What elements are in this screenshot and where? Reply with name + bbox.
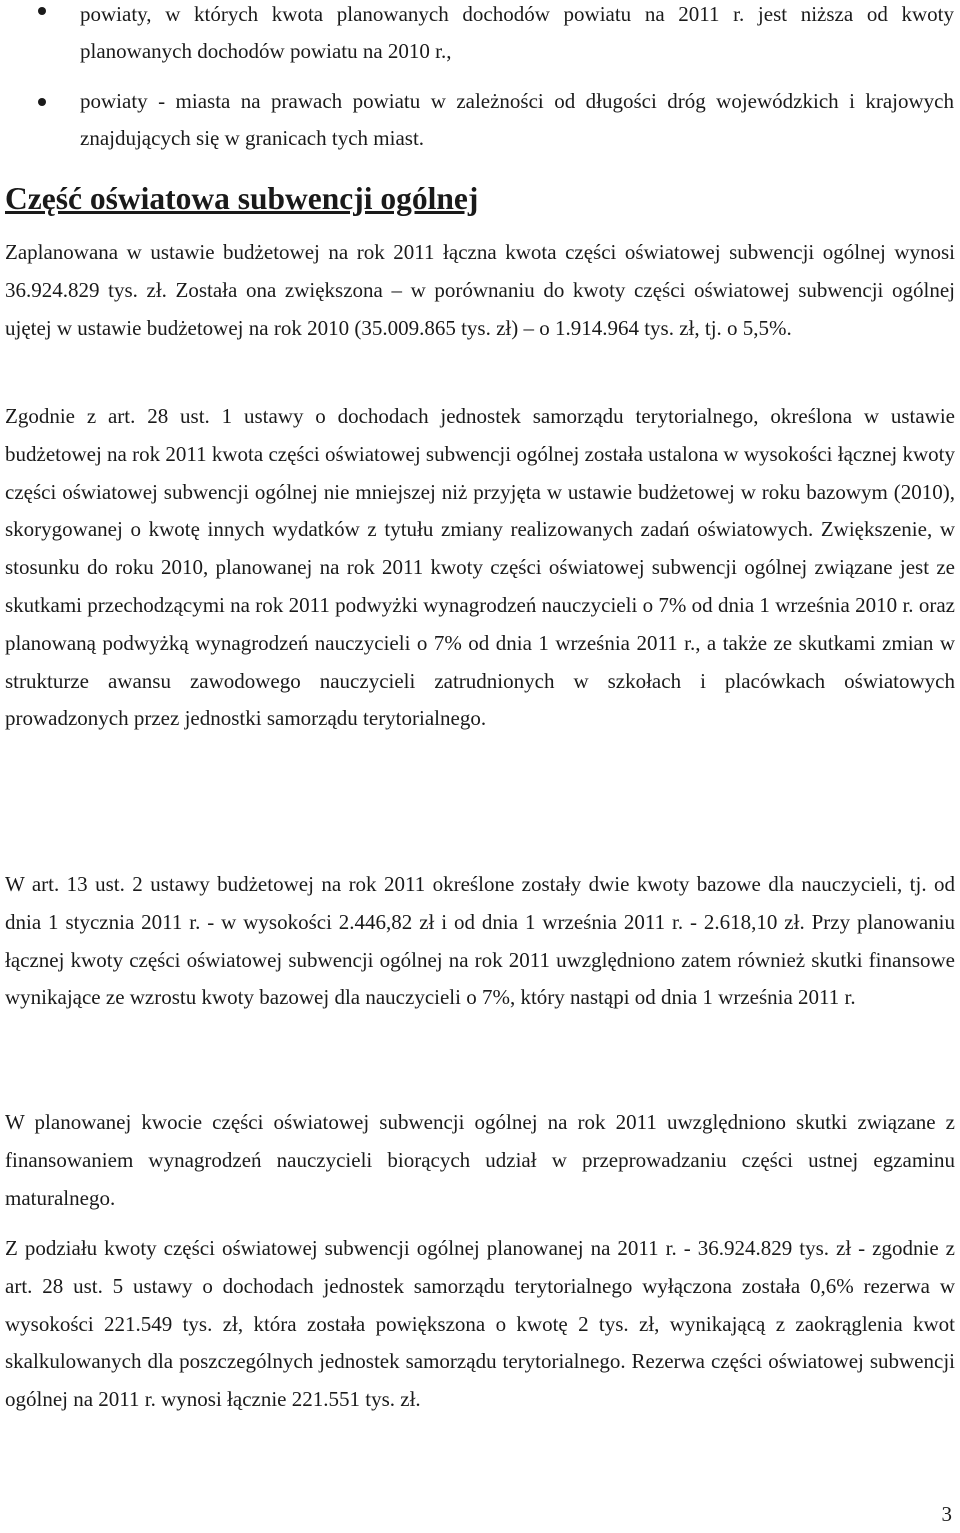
bullet-icon (38, 7, 46, 15)
paragraph: Z podziału kwoty części oświatowej subwencji ogólnej planowanej na 2011 r. - 36.924.829 tys. zł - zgodnie z art. 28 ust. 5 ustawy o dochodach jednostek samorządu terytorialnego wyłączona została 0,6% rezerwa w wysokości 221.549 tys. zł, która została powiększona o kwotę 2 tys. zł, wynikającą z zaokrąglenia kwot skalkulowanych dla poszczególnych jednostek samorządu terytorialnego. Rezerwa części oświatowej subwencji ogólnej na 2011 r. wynosi łącznie 221.551 tys. zł. (5, 1236, 955, 1412)
paragraph: W art. 13 ust. 2 ustawy budżetowej na rok 2011 określone zostały dwie kwoty bazowe dla nauczycieli, tj. od dnia 1 stycznia 2011 r. - w wysokości 2.446,82 zł i od dnia 1 września 2011 r. - 2.618,10 zł. Przy planowaniu łącznej kwoty części oświatowej subwencji ogólnej na rok 2011 uwzględniono zatem również skutki finansowe wynikające ze wzrostu kwoty bazowej dla nauczycieli o 7%, który nastąpi od dnia 1 września 2011 r. (5, 872, 955, 1010)
paragraph: Zgodnie z art. 28 ust. 1 ustawy o dochodach jednostek samorządu terytorialnego, określona w ustawie budżetowej na rok 2011 kwota części oświatowej subwencji ogólnej została ustalona w wysokości łącznej kwoty części oświatowej subwencji ogólnej nie mniejszej niż przyjęta w ustawie budżetowej w roku bazowym (2010), skorygowanej o kwotę innych wydatków z tytułu zmiany realizowanych zadań oświatowych. Zwiększenie, w stosunku do roku 2010, planowanej na rok 2011 kwoty części oświatowej subwencji ogólnej związane jest ze skutkami przechodzącymi na rok 2011 podwyżki wynagrodzeń nauczycieli o 7% od dnia 1 września 2010 r. oraz planowaną podwyżką wynagrodzeń nauczycieli o 7% od dnia 1 września 2011 r., a także ze skutkami zmian w strukturze awansu zawodowego nauczycieli zatrudnionych w szkołach i placówkach oświatowych prowadzonych przez jednostki samorządu terytorialnego. (5, 404, 955, 731)
paragraph: Zaplanowana w ustawie budżetowej na rok 2011 łączna kwota części oświatowej subwencji ogólnej wynosi 36.924.829 tys. zł. Została ona zwiększona – w porównaniu do kwoty części oświatowej subwencji ogólnej ujętej w ustawie budżetowej na rok 2010 (35.009.865 tys. zł) – o 1.914.964 tys. zł, tj. o 5,5%. (5, 240, 955, 340)
paragraph: W planowanej kwocie części oświatowej subwencji ogólnej na rok 2011 uwzględniono skutki związane z finansowaniem wynagrodzeń nauczycieli biorących udział w przeprowadzaniu części ustnej egzaminu maturalnego. (5, 1110, 955, 1210)
bullet-icon (38, 98, 46, 106)
bullet-text: powiaty - miasta na prawach powiatu w zależności od długości dróg wojewódzkich i krajowych znajdujących się w granicach tych miast. (80, 89, 954, 150)
section-heading: Część oświatowa subwencji ogólnej (5, 181, 479, 216)
bullet-text: powiaty, w których kwota planowanych dochodów powiatu na 2011 r. jest niższa od kwoty planowanych dochodów powiatu na 2010 r., (80, 2, 954, 63)
page-number: 3 (941, 1502, 952, 1526)
